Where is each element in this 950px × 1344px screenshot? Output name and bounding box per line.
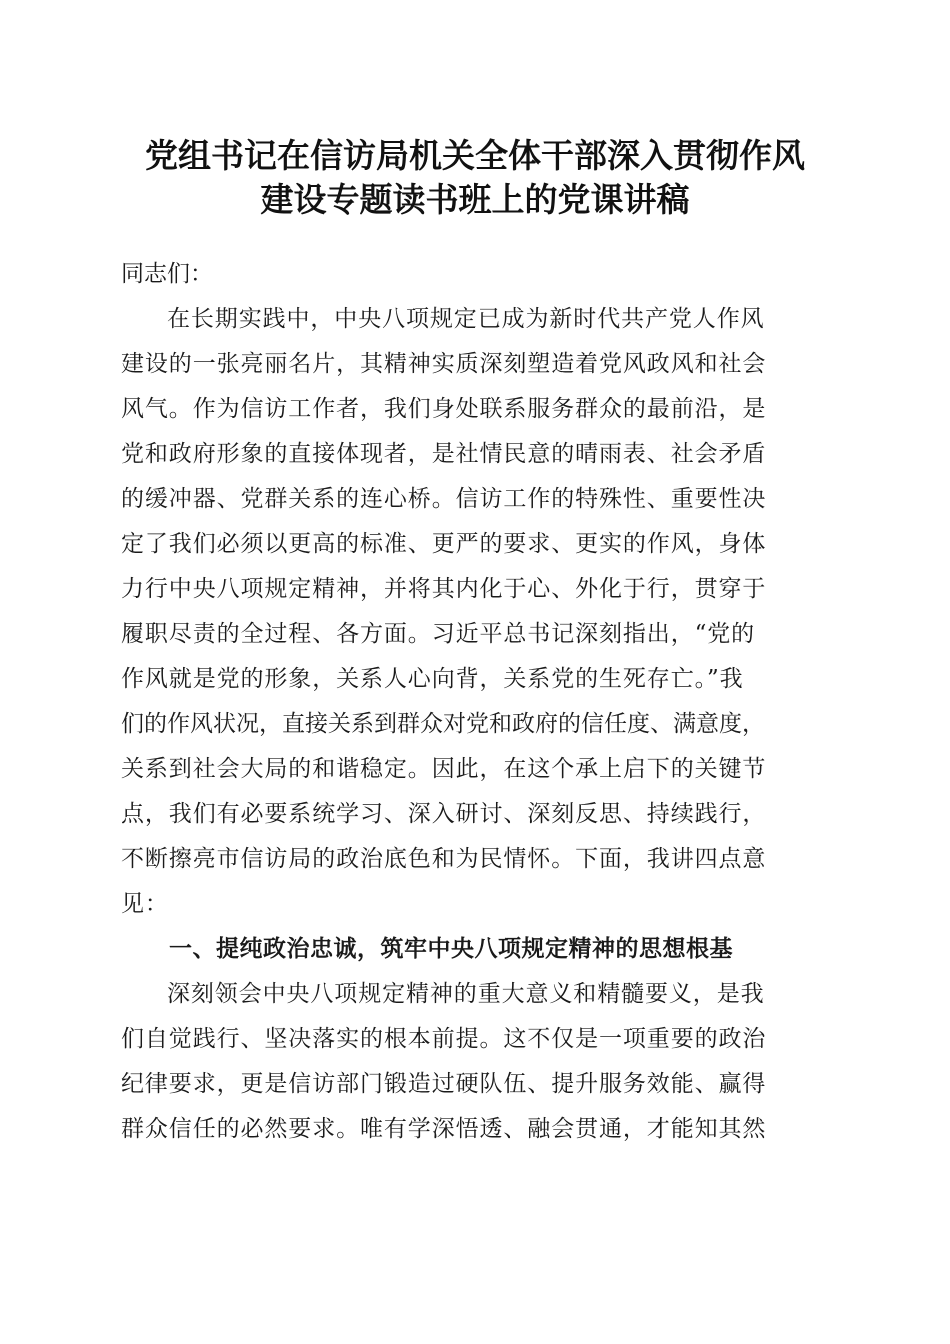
paragraph-line: 党和政府形象的直接体现者，是社情民意的晴雨表、社会矛盾	[121, 441, 767, 467]
paragraph-line: 关系到社会大局的和谐稳定。因此，在这个承上启下的关键节	[121, 756, 767, 782]
paragraph-line: 纪律要求，更是信访部门锻造过硬队伍、提升服务效能、赢得	[121, 1071, 767, 1097]
salutation: 同志们：	[121, 261, 213, 287]
paragraph-line: 深刻领会中央八项规定精神的重大意义和精髓要义，是我	[167, 981, 765, 1007]
paragraph-line: 群众信任的必然要求。唯有学深悟透、融会贯通，才能知其然	[121, 1116, 767, 1142]
title-line-2: 建设专题读书班上的党课讲稿	[260, 180, 690, 219]
document-body	[121, 252, 833, 1152]
title-line-1: 党组书记在信访局机关全体干部深入贯彻作风	[145, 136, 805, 175]
paragraph-line: 们的作风状况，直接关系到群众对党和政府的信任度、满意度，	[121, 711, 765, 737]
paragraph-section-1	[121, 972, 833, 1152]
section-heading-1: 一、提纯政治忠诚，筑牢中央八项规定精神的思想根基	[169, 936, 733, 962]
document-title	[100, 134, 850, 222]
paragraph-line: 点，我们有必要系统学习、深入研讨、深刻反思、持续践行，	[121, 801, 767, 827]
paragraph-line: 力行中央八项规定精神，并将其内化于心、外化于行，贯穿于	[121, 576, 767, 602]
paragraph-line: 定了我们必须以更高的标准、更严的要求、更实的作风，身体	[121, 531, 767, 557]
paragraph-line: 履职尽责的全过程、各方面。习近平总书记深刻指出，“党的	[121, 621, 756, 647]
paragraph-line: 不断擦亮市信访局的政治底色和为民情怀。下面，我讲四点意	[121, 846, 767, 872]
paragraph-line: 建设的一张亮丽名片，其精神实质深刻塑造着党风政风和社会	[121, 351, 767, 377]
paragraph-intro	[121, 297, 833, 927]
paragraph-line: 们自觉践行、坚决落实的根本前提。这不仅是一项重要的政治	[121, 1026, 767, 1052]
paragraph-line: 作风就是党的形象，关系人心向背，关系党的生死存亡。”我	[121, 666, 744, 692]
paragraph-line: 见：	[121, 891, 169, 917]
paragraph-line: 风气。作为信访工作者，我们身处联系服务群众的最前沿，是	[121, 396, 767, 422]
paragraph-line: 的缓冲器、党群关系的连心桥。信访工作的特殊性、重要性决	[121, 486, 767, 512]
paragraph-line: 在长期实践中，中央八项规定已成为新时代共产党人作风	[167, 306, 765, 332]
